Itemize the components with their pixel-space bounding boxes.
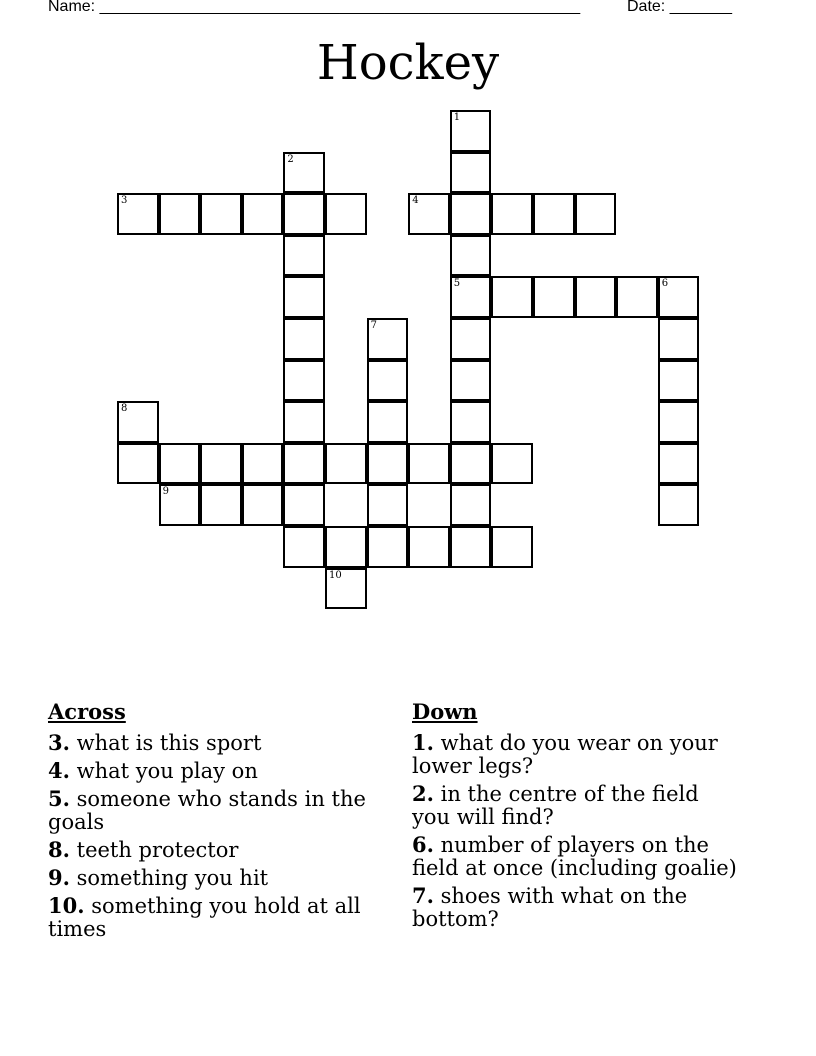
grid-cell[interactable] <box>325 526 367 568</box>
grid-cell[interactable] <box>200 443 242 485</box>
grid-cell[interactable] <box>283 152 325 194</box>
grid-cell[interactable] <box>159 443 201 485</box>
grid-cell[interactable] <box>450 235 492 277</box>
grid-cell[interactable] <box>159 193 201 235</box>
grid-cell[interactable] <box>325 568 367 610</box>
grid-cell[interactable] <box>658 484 700 526</box>
grid-cell[interactable] <box>117 401 159 443</box>
grid-cell[interactable] <box>367 526 409 568</box>
clue-number: 6. <box>412 832 434 857</box>
date-field[interactable]: Date: _______ <box>627 0 732 15</box>
clue-number-label: 1 <box>453 112 461 123</box>
clue-text: what you play on <box>76 759 258 783</box>
clue-number-label: 7 <box>370 320 377 331</box>
grid-cell[interactable] <box>325 443 367 485</box>
clue-text: shoes with what on the bottom? <box>412 884 688 931</box>
grid-cell[interactable] <box>450 484 492 526</box>
clue-item <box>412 731 742 778</box>
clue-number-label: 4 <box>412 195 419 207</box>
grid-cell[interactable] <box>658 401 700 443</box>
grid-cell[interactable] <box>408 443 450 485</box>
clue-number: 9. <box>48 865 70 890</box>
grid-cell[interactable] <box>491 193 533 235</box>
clue-number: 5. <box>48 786 70 811</box>
grid-cell[interactable] <box>450 360 492 402</box>
clue-text: what is this sport <box>76 731 262 755</box>
grid-cell[interactable] <box>491 526 533 568</box>
name-field[interactable]: Name: ______________________________________________________ <box>48 0 581 15</box>
grid-cell[interactable] <box>367 360 409 402</box>
grid-cell[interactable] <box>283 484 325 526</box>
clue-item <box>48 894 378 941</box>
grid-cell[interactable] <box>533 276 575 318</box>
clue-text: what do you wear on your lower legs? <box>412 731 718 778</box>
grid-cell[interactable] <box>117 443 159 485</box>
across-heading: Across <box>48 699 126 724</box>
grid-cell[interactable] <box>283 360 325 402</box>
clue-number-label: 5 <box>453 278 461 290</box>
clue-number: 8. <box>48 837 70 862</box>
clue-number-label: 2 <box>287 153 294 165</box>
clue-number: 7. <box>412 883 434 908</box>
clue-item <box>412 884 742 931</box>
clue-number: 3. <box>48 730 70 755</box>
grid-cell[interactable] <box>283 318 325 360</box>
grid-cell[interactable] <box>450 526 492 568</box>
grid-cell[interactable] <box>283 526 325 568</box>
grid-cell[interactable] <box>283 443 325 485</box>
grid-cell[interactable] <box>658 276 700 318</box>
grid-cell[interactable] <box>283 235 325 277</box>
grid-cell[interactable] <box>450 276 492 318</box>
grid-cell[interactable] <box>200 193 242 235</box>
grid-cell[interactable] <box>242 193 284 235</box>
clue-number-label: 6 <box>661 278 669 290</box>
grid-cell[interactable] <box>450 152 492 194</box>
down-heading: Down <box>412 699 478 724</box>
grid-cell[interactable] <box>367 484 409 526</box>
clue-item <box>48 759 378 783</box>
down-clues <box>412 700 742 935</box>
grid-cell[interactable] <box>575 276 617 318</box>
clue-number-label: 8 <box>121 403 128 415</box>
grid-cell[interactable] <box>283 276 325 318</box>
clue-number-label: 10 <box>329 569 342 581</box>
clue-item <box>412 782 742 829</box>
clue-number: 1. <box>412 730 434 755</box>
grid-cell[interactable] <box>408 526 450 568</box>
grid-cell[interactable] <box>658 443 700 485</box>
grid-cell[interactable] <box>658 318 700 360</box>
grid-cell[interactable] <box>283 193 325 235</box>
clue-text: number of players on the field at once (including goalie) <box>412 833 737 880</box>
grid-cell[interactable] <box>242 484 284 526</box>
clue-number-label: 3 <box>121 195 128 207</box>
clue-item <box>48 838 378 862</box>
grid-cell[interactable] <box>159 484 201 526</box>
clue-text: something you hold at all times <box>48 894 361 941</box>
clue-text: teeth protector <box>76 838 239 862</box>
grid-cell[interactable] <box>450 401 492 443</box>
grid-cell[interactable] <box>325 193 367 235</box>
clue-number: 10. <box>48 893 85 918</box>
grid-cell[interactable] <box>117 193 159 235</box>
clue-item <box>48 866 378 890</box>
grid-cell[interactable] <box>450 110 492 152</box>
grid-cell[interactable] <box>658 360 700 402</box>
grid-cell[interactable] <box>575 193 617 235</box>
grid-cell[interactable] <box>450 193 492 235</box>
clue-item <box>48 787 378 834</box>
page-title: Hockey <box>316 35 500 91</box>
grid-cell[interactable] <box>491 276 533 318</box>
grid-cell[interactable] <box>450 318 492 360</box>
clue-text: someone who stands in the goals <box>48 787 366 834</box>
grid-cell[interactable] <box>491 443 533 485</box>
grid-cell[interactable] <box>242 443 284 485</box>
clue-number-label: 9 <box>162 486 169 498</box>
grid-cell[interactable] <box>200 484 242 526</box>
grid-cell[interactable] <box>367 401 409 443</box>
grid-cell[interactable] <box>408 193 450 235</box>
clue-text: in the centre of the field you will find? <box>412 782 699 829</box>
grid-cell[interactable] <box>283 401 325 443</box>
clue-number: 2. <box>412 781 434 806</box>
clue-number: 4. <box>48 758 70 783</box>
grid-cell[interactable] <box>450 443 492 485</box>
across-clues <box>48 700 378 945</box>
grid-cell[interactable] <box>533 193 575 235</box>
grid-cell[interactable] <box>367 443 409 485</box>
grid-cell[interactable] <box>367 318 409 360</box>
clue-item <box>48 731 378 755</box>
grid-cell[interactable] <box>616 276 658 318</box>
clue-text: something you hit <box>76 866 269 890</box>
clue-item <box>412 833 742 880</box>
